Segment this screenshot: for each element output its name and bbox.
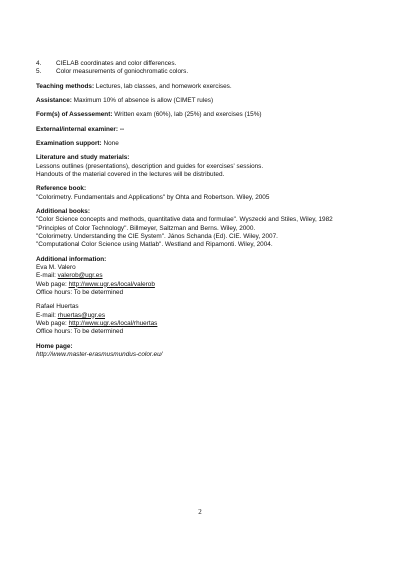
assessment — [36, 111, 366, 119]
teaching-methods-value: Lectures, lab classes, and homework exercises. — [95, 82, 232, 90]
list-item-number: 4. — [36, 60, 42, 67]
topic-list — [36, 60, 366, 77]
contact-web-link[interactable]: http://www.ugr.es/local/valerob — [68, 280, 155, 288]
teaching-methods — [36, 83, 366, 91]
list-item — [36, 60, 366, 68]
additional-book-line: "Computational Color Science using Matlab". Westland and Ripamonti. Wiley, 2004. — [36, 241, 273, 249]
contact-email-label: E-mail: — [36, 272, 58, 280]
contact-name: Eva M. Valero — [36, 263, 76, 271]
additional-book-line: "Color Science concepts and methods, quantitative data and formulae". Wyszecki and Stiles, Wiley, 1982 — [36, 216, 333, 224]
contact-web-label: Web page: — [36, 280, 69, 288]
contact-hours: Office hours: To be determined — [36, 288, 124, 296]
literature-line: Handouts of the material covered in the lectures will be distributed. — [36, 170, 225, 178]
contact-card — [36, 264, 366, 297]
list-item-number: 5. — [36, 68, 42, 76]
contact-email — [36, 312, 366, 320]
literature-heading: Literature and study materials: — [36, 154, 130, 162]
assistance-label: Assistance: — [36, 96, 72, 104]
reference-book-heading: Reference book: — [36, 185, 87, 193]
contact-email-label: E-mail: — [36, 311, 58, 319]
contact-web-link[interactable]: http://www.ugr.es/local/rhuertas — [68, 319, 158, 327]
examiner-label: External/internal examiner: — [36, 125, 119, 133]
contact-web — [36, 281, 366, 289]
assistance-value: Maximum 10% of absence is allow (CIMET rules) — [73, 96, 214, 104]
literature-section — [36, 154, 366, 179]
exam-support-value: None — [103, 139, 119, 147]
contact-email — [36, 272, 366, 280]
examiner-value: -- — [119, 125, 125, 133]
assessment-label: Form(s) of Assessement: — [36, 111, 113, 119]
additional-books-section — [36, 208, 366, 250]
exam-support-label: Examination support: — [36, 139, 102, 147]
list-item-text: CIELAB coordinates and color differences. — [56, 60, 177, 67]
additional-books-heading: Additional books: — [36, 207, 90, 215]
assessment-value: Written exam (60%), lab (25%) and exercises (15%) — [114, 111, 262, 119]
teaching-methods-label: Teaching methods: — [36, 82, 95, 90]
examiner — [36, 126, 366, 134]
contact-name: Rafael Huertas — [36, 303, 79, 311]
additional-info-heading: Additional information: — [36, 255, 107, 263]
list-item — [36, 68, 366, 76]
reference-book-line: "Colorimetry. Fundamentals and Applications" by Ohta and Robertson. Wiley, 2005 — [36, 193, 270, 201]
additional-book-line: "Principles of Color Technology". Billmeyer, Saltzman and Berns. Wiley, 2000. — [36, 224, 256, 232]
page-content — [36, 60, 366, 365]
exam-support — [36, 140, 366, 148]
additional-info-section — [36, 256, 366, 337]
contact-hours: Office hours: To be determined — [36, 328, 124, 336]
assistance — [36, 97, 366, 105]
home-page-heading: Home page: — [36, 342, 73, 350]
contact-email-link[interactable]: rhuertas@ugr.es — [57, 311, 106, 319]
contact-web-label: Web page: — [36, 319, 69, 327]
contact-card — [36, 303, 366, 336]
additional-book-line: "Colorimetry. Understanding the CIE System". János Schanda (Ed). CIE. Wiley, 2007. — [36, 232, 278, 240]
home-page-section — [36, 343, 366, 360]
page-number: 2 — [198, 508, 202, 516]
contact-web — [36, 320, 366, 328]
contact-email-link[interactable]: valerob@ugr.es — [57, 272, 103, 280]
reference-book-section — [36, 185, 366, 202]
list-item-text: Color measurements of goniochromatic colors. — [56, 68, 189, 76]
home-page-link[interactable]: http://www.master-erasmusmundus-color.eu/ — [36, 350, 163, 358]
literature-line: Lessons outlines (presentations), description and guides for exercises' sessions. — [36, 162, 264, 170]
